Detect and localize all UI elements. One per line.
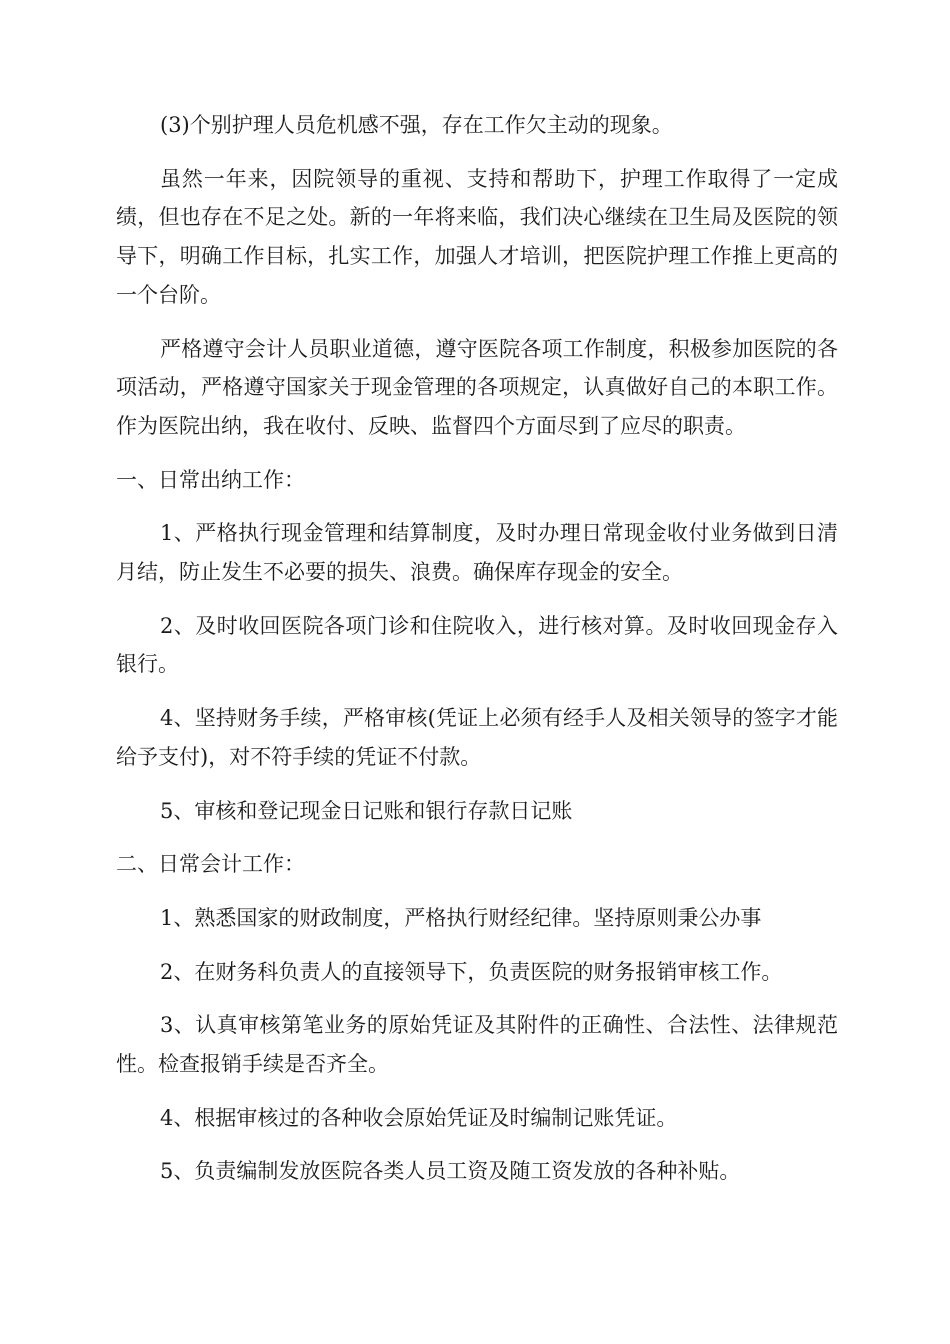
document-page [116, 106, 838, 1206]
paragraph-problem-3: (3)个别护理人员危机感不强，存在工作欠主动的现象。 [160, 113, 673, 137]
paragraph-cashier-duty: 严格遵守会计人员职业道德，遵守医院各项工作制度，积极参加医院的各项活动，严格遵守国家关于现金管理的各项规定，认真做好自己的本职工作。作为医院出纳，我在收付、反映、监督四个方面尽到了应尽的职责。 [116, 336, 838, 438]
paragraph-nursing-summary: 虽然一年来，因院领导的重视、支持和帮助下，护理工作取得了一定成绩，但也存在不足之处。新的一年将来临，我们决心继续在卫生局及医院的领导下，明确工作目标，扎实工作，加强人才培训，把医院护理工作推上更高的一个台阶。 [116, 166, 838, 307]
list-item-accounting-1: 1、熟悉国家的财政制度，严格执行财经纪律。坚持原则秉公办事 [160, 905, 762, 930]
section-heading-cashier: 一、日常出纳工作： [116, 467, 305, 492]
list-item-accounting-3: 3、认真审核第笔业务的原始凭证及其附件的正确性、合法性、法律规范性。检查报销手续是否齐全。 [116, 1013, 838, 1077]
list-item-cashier-1: 1、严格执行现金管理和结算制度，及时办理日常现金收付业务做到日清月结，防止发生不必要的损失、浪费。确保库存现金的安全。 [116, 521, 838, 585]
list-item-accounting-4: 4、根据审核过的各种收会原始凭证及时编制记账凭证。 [160, 1105, 678, 1130]
list-item-accounting-2: 2、在财务科负责人的直接领导下，负责医院的财务报销审核工作。 [160, 959, 783, 984]
list-item-cashier-4: 4、坚持财务手续，严格审核(凭证上必须有经手人及相关领导的签字才能给予支付)，对不符手续的凭证不付款。 [116, 706, 838, 769]
section-heading-accounting: 二、日常会计工作： [116, 852, 305, 877]
list-item-cashier-5: 5、审核和登记现金日记账和银行存款日记账 [160, 798, 573, 823]
list-item-cashier-2: 2、及时收回医院各项门诊和住院收入，进行核对算。及时收回现金存入银行。 [116, 613, 838, 677]
list-item-accounting-5: 5、负责编制发放医院各类人员工资及随工资发放的各种补贴。 [160, 1159, 741, 1184]
